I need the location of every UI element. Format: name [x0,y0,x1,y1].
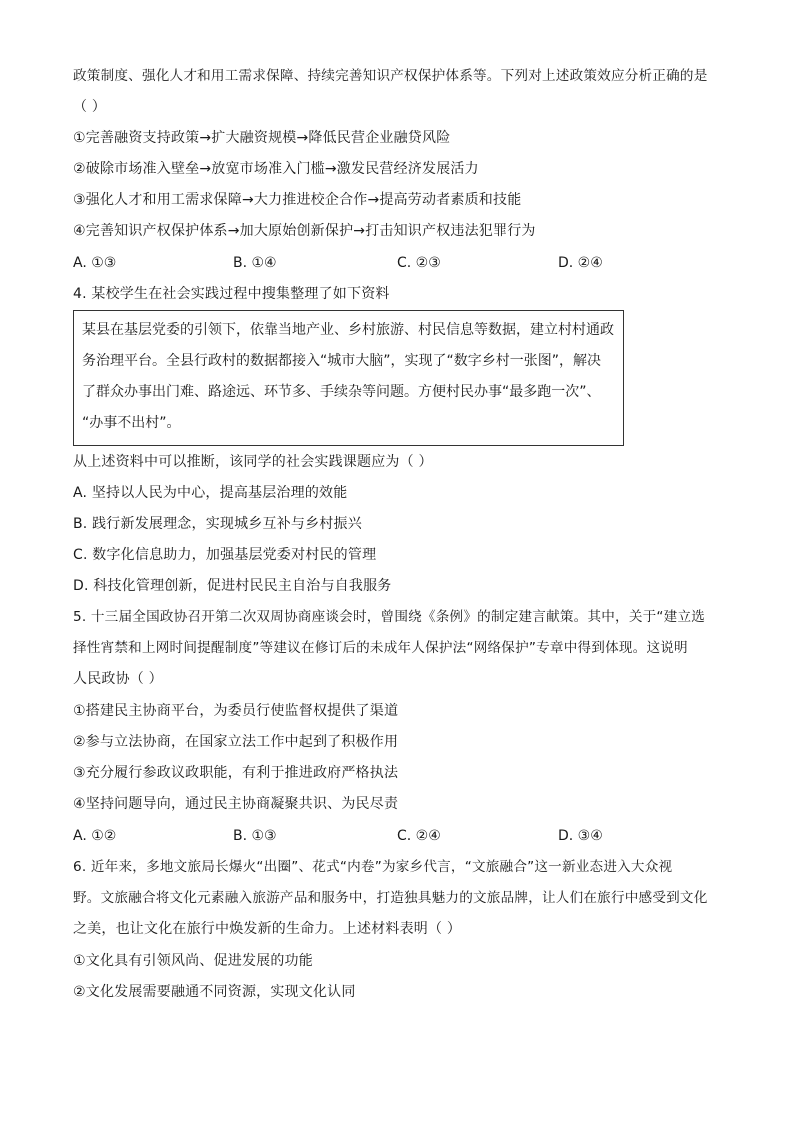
q3-statement: ④完善知识产权保护体系→加大原始创新保护→打击知识产权违法犯罪行为 [73,223,536,239]
q4-material-line: “办事不出村”。 [82,415,181,431]
q3-option-d[interactable]: D. ②④ [558,255,603,271]
q4-material-line: 务治理平台。全县行政村的数据都接入“城市大脑”，实现了“数字乡村一张图”，解决 [82,353,602,369]
q4-option-d[interactable]: D. 科技化管理创新，促进村民民主自治与自我服务 [73,578,392,594]
q5-statement: ③充分履行参政议政职能，有利于推进政府严格执法 [73,765,399,781]
q5-statement: ④坚持问题导向，通过民主协商凝聚共识、为民尽责 [73,796,399,812]
q4-option-b[interactable]: B. 践行新发展理念，实现城乡互补与乡村振兴 [73,516,362,532]
q4-option-a[interactable]: A. 坚持以人民为中心，提高基层治理的效能 [73,485,348,501]
q3-option-a[interactable]: A. ①③ [73,255,117,271]
q5-option-a[interactable]: A. ①② [73,828,117,844]
q4-material-line: 了群众办事出门难、路途远、环节多、手续杂等问题。方便村民办事“最多跑一次”、 [82,384,601,400]
q5-statement: ①搭建民主协商平台，为委员行使监督权提供了渠道 [73,703,399,719]
q5-stem-line-2: 择性宵禁和上网时间提醒制度”等建议在修订后的未成年人保护法“网络保护”专章中得到体现。这说明 [73,640,688,656]
q5-stem-line-3: 人民政协（ ） [73,671,163,687]
q3-stem-line-2: （ ） [73,99,107,115]
q6-stem-line-2: 野。文旅融合将文化元素融入旅游产品和服务中，打造独具魅力的文旅品牌，让人们在旅行中感受到文化 [73,890,708,906]
q4-material-box [73,310,624,446]
q5-option-b[interactable]: B. ①③ [233,828,277,844]
q4-stem: 4. 某校学生在社会实践过程中搜集整理了如下资料 [73,286,390,302]
q5-statement: ②参与立法协商，在国家立法工作中起到了积极作用 [73,734,399,750]
q3-stem-line-1: 政策制度、强化人才和用工需求保障、持续完善知识产权保护体系等。下列对上述政策效应分析正确的是 [73,68,708,84]
q4-question: 从上述资料中可以推断，该同学的社会实践课题应为（ ） [73,454,433,470]
q3-statement: ③强化人才和用工需求保障→大力推进校企合作→提高劳动者素质和技能 [73,192,522,208]
q3-option-c[interactable]: C. ②③ [397,255,441,271]
q3-option-b[interactable]: B. ①④ [233,255,277,271]
q6-stem-line-3: 之美，也让文化在旅行中焕发新的生命力。上述材料表明（ ） [73,921,462,937]
q5-option-d[interactable]: D. ③④ [558,828,603,844]
q5-option-c[interactable]: C. ②④ [397,828,441,844]
q6-stem-line-1: 6. 近年来，多地文旅局长爆火“出圈”、花式“内卷”为家乡代言，“文旅融合”这一新业态进入大众视 [73,859,673,875]
q6-statement: ①文化具有引领风尚、促进发展的功能 [73,953,313,969]
q4-option-c[interactable]: C. 数字化信息助力，加强基层党委对村民的管理 [73,547,377,563]
q5-stem-line-1: 5. 十三届全国政协召开第二次双周协商座谈会时，曾围绕《条例》的制定建言献策。其中，关于“建立选 [73,609,706,625]
q3-statement: ②破除市场准入壁垒→放宽市场准入门槛→激发民营经济发展活力 [73,161,479,177]
q4-material-line: 某县在基层党委的引领下，依靠当地产业、乡村旅游、村民信息等数据，建立村村通政 [82,322,614,338]
q6-statement: ②文化发展需要融通不同资源，实现文化认同 [73,984,356,1000]
q3-statement: ①完善融资支持政策→扩大融资规模→降低民营企业融贷风险 [73,130,451,146]
